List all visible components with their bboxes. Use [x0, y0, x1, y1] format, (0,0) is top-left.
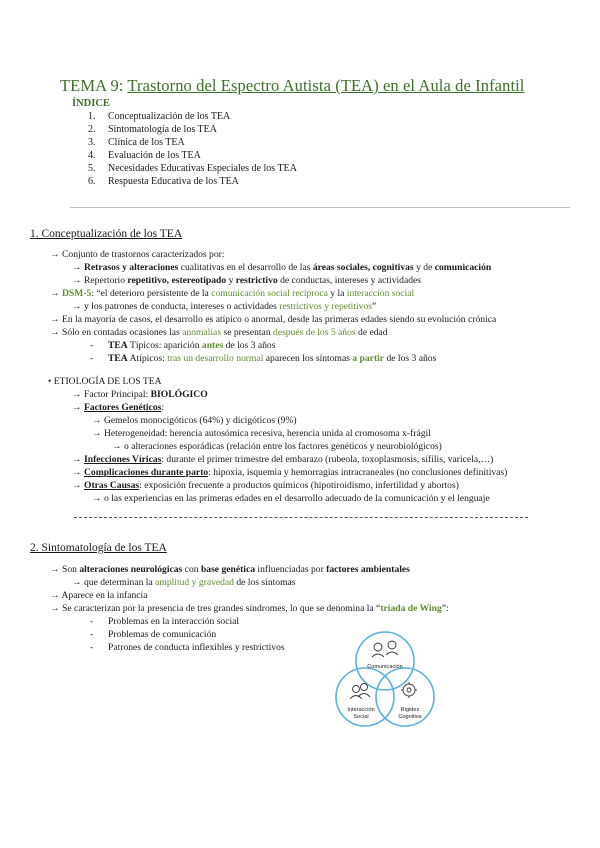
section2-heading: 2. Sintomatología de los TEA	[30, 542, 167, 554]
et-line: → Heterogeneidad: herencia autosómica recesiva, herencia unida al cromosoma x-frágil	[92, 428, 431, 439]
s2-line: → que determinan la amplitud y gravedad de los síntomas	[72, 577, 296, 588]
venn-label-social-1: Interacción	[347, 707, 375, 713]
et-line: → Infecciones Víricas: durante el primer trimestre del embarazo (rubeola, toxoplasmosis, sífilis, varicela,…)	[72, 454, 494, 465]
divider	[70, 207, 570, 208]
s1-line: → Conjunto de trastornos caracterizados por:	[50, 249, 225, 260]
s1-line: → DSM-5: “el deterioro persistente de la comunicación social recíproca y la interacción social	[50, 288, 415, 299]
venn-label-social-2: Social	[353, 714, 369, 720]
s2-line: → Aparece en la infancia	[50, 590, 148, 601]
s2-list-item: - Problemas de comunicación	[90, 629, 217, 640]
venn-label-rigidity-1: Rigidez	[400, 707, 420, 713]
et-line: → Factor Principal: BIOLÓGICO	[72, 389, 208, 400]
index-list	[88, 110, 297, 188]
et-line: → Otras Causas: exposición frecuente a productos químicos (hipotiroidismo, infertilidad y abortos)	[72, 480, 459, 491]
s1-line: - TEA Típicos: aparición antes de los 3 años	[90, 340, 276, 351]
index-item: 2. Sintomatología de los TEA	[88, 124, 217, 135]
index-item: 3. Clínica de los TEA	[88, 137, 185, 148]
et-line: → Gemelos monocigóticos (64%) y dicigóticos (9%)	[92, 415, 297, 426]
s1-line: → Repertorio repetitivo, estereotipado y restrictivo de conductas, intereses y actividades	[72, 275, 422, 286]
s2-list-item: - Problemas en la interacción social	[90, 616, 240, 627]
index-item: 5. Necesidades Educativas Especiales de los TEA	[88, 163, 297, 174]
s2-list-item: - Patrones de conducta inflexibles y restrictivos	[90, 642, 285, 653]
venn-circle-communication	[356, 632, 414, 690]
s2-line: → Son alteraciones neurológicas con base genética influenciadas por factores ambientales	[50, 564, 410, 575]
venn-label-communication: Comunicación	[367, 664, 403, 670]
etiologia-heading: • ETIOLOGÍA DE LOS TEA	[48, 376, 162, 387]
triad-venn-diagram	[330, 625, 440, 735]
section1-heading: 1. Conceptualización de los TEA	[30, 228, 183, 240]
venn-label-rigidity-2: Cognitiva	[398, 714, 422, 720]
dashed-divider	[74, 517, 528, 518]
index-item: 4. Evaluación de los TEA	[88, 150, 201, 161]
page-title	[60, 76, 525, 96]
s1-line: → Sólo en contadas ocasiones las anomalías se presentan después de los 5 años de edad	[50, 327, 388, 338]
et-line: → o las experiencias en las primeras edades en el desarrollo adecuado de la comunicación y el lenguaje	[92, 493, 490, 504]
et-line: → Factores Genéticos:	[72, 402, 165, 413]
speaking-people-icon	[372, 641, 398, 657]
s1-line: → Retrasos y alteraciones cualitativas en el desarrollo de las áreas sociales, cognitivas y de comunicación	[72, 262, 492, 273]
index-item: 1. Conceptualización de los TEA	[88, 111, 231, 122]
s2-line: → Se caracterizan por la presencia de tres grandes síndromes, lo que se denomina la “tríada de Wing”:	[50, 603, 449, 614]
s1-line: → y los patrones de conducta, intereses o actividades restrictivos y repetitivos”	[72, 301, 377, 312]
et-line: → o alteraciones esporádicas (relación entre los factores genéticos y neurobiológicos)	[112, 441, 442, 452]
et-line: → Complicaciones durante parto: hipoxia, isquemia y hemorragias intracraneales (no conclusiones definitivas)	[72, 467, 508, 478]
group-people-icon	[350, 684, 370, 700]
index-item: 6. Respuesta Educativa de los TEA	[88, 176, 239, 187]
title-prefix: TEMA 9:	[60, 76, 128, 95]
s1-line: - TEA Atípicos: tras un desarrollo normal aparecen los síntomas a partir de los 3 años	[90, 353, 437, 364]
s1-line: → En la mayoría de casos, el desarrollo es atípico o anormal, desde las primeras edades siendo su evolución crónica	[50, 314, 497, 325]
index-heading: ÍNDICE	[72, 98, 110, 109]
title-main: Trastorno del Espectro Autista (TEA) en el Aula de Infantil	[127, 76, 525, 95]
